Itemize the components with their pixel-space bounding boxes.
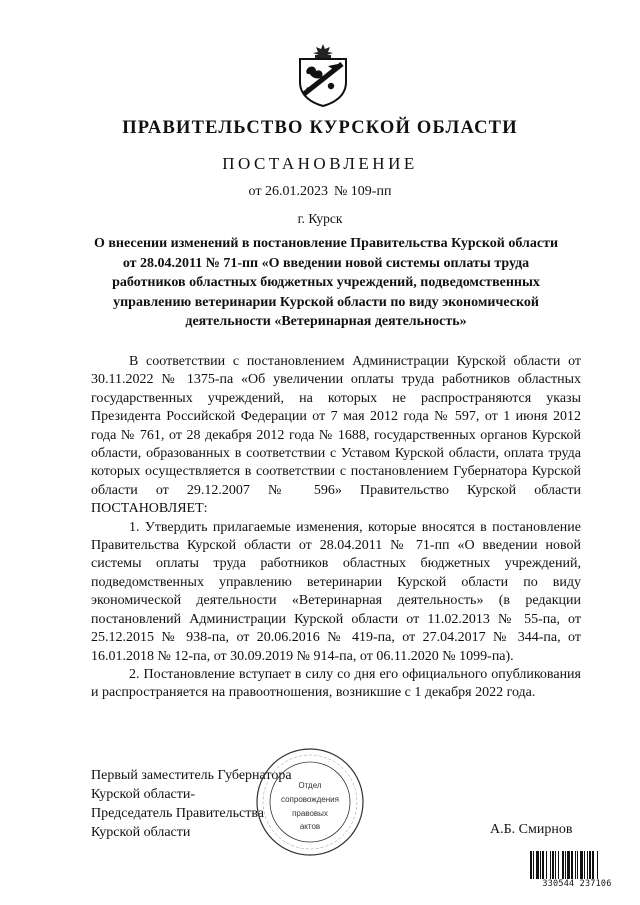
stamp-line-3: правовых xyxy=(292,809,328,818)
body-item-1: 1. Утвердить прилагаемые изменения, которые вносятся в постановление Правительства Курской области от 28.04.2011 № 71-пп «О введении новой системы оплаты труда работников областных бюджетных учреждений, подведомственных управлению ветеринарии Курской области по виду экономической деятельности «Ветеринарная деятельность» (в редакции постановлений Администрации Курской области от 11.02.2013 № 55-па, от 25.12.2015 № 938-па, от 20.06.2016 № 419-па, от 27.04.2017 № 344-па, от 16.01.2018 № 12-па, от 30.09.2019 № 914-па, от 06.11.2020 № 1099-па). xyxy=(91,519,581,664)
document-subject: О внесении изменений в постановление Правительства Курской области от 28.04.2011 № 71-пп «О введении новой системы оплаты труда работников областных бюджетных учреждений, подведомственных управлению ветеринарии Курской области по виду экономической деятельности «Ветеринарная деятельность» xyxy=(93,236,559,330)
barcode-bars xyxy=(530,851,624,879)
document-type: ПОСТАНОВЛЕНИЕ xyxy=(222,154,418,173)
government-title: ПРАВИТЕЛЬСТВО КУРСКОЙ ОБЛАСТИ xyxy=(122,118,518,138)
signature-title-line-1: Первый заместитель Губернатора xyxy=(91,768,292,783)
document-date-line xyxy=(0,184,640,200)
barcode-stripe xyxy=(598,851,599,879)
signature-title-line-3: Председатель Правительства xyxy=(91,806,264,821)
barcode-number: 330544 237106 xyxy=(542,879,612,889)
document-number: № 109-пп xyxy=(333,184,392,199)
body-item-2: 2. Постановление вступает в силу со дня его официального опубликования и распространяется на правоотношения, возникшие с 1 декабря 2022 года. xyxy=(91,666,581,701)
signature-title-line-2: Курской области- xyxy=(91,787,196,802)
signature-title-line-4: Курской области xyxy=(91,825,191,840)
stamp-line-1: Отдел xyxy=(298,781,322,790)
body-intro-paragraph: В соответствии с постановлением Администрации Курской области от 30.11.2022 № 1375-па «Об увеличении оплаты труда работников областных государственных учреждений, на которых не распространяются указы Президента Российской Федерации от 7 мая 2012 года № 597, от 1 июня 2012 года № 761, от 28 декабря 2012 года № 1688, государственных органов Курской области, образованных в соответствии с Уставом Курской области, оплата труда которых осуществляется в соответствии с постановлением Губернатора Курской области от 29.12.2007 № 596» Правительство Курской области ПОСТАНОВЛЯЕТ: xyxy=(91,354,581,517)
coat-of-arms-icon xyxy=(294,42,352,108)
stamp-line-4: актов xyxy=(299,822,321,831)
barcode xyxy=(530,851,624,890)
document-date: от 26.01.2023 xyxy=(248,184,328,199)
document-city: г. Курск xyxy=(297,211,343,226)
signer-name: А.Б. Смирнов xyxy=(490,822,573,837)
document-body xyxy=(91,353,581,703)
official-stamp xyxy=(254,746,366,858)
stamp-line-2: сопровождения xyxy=(281,795,339,804)
